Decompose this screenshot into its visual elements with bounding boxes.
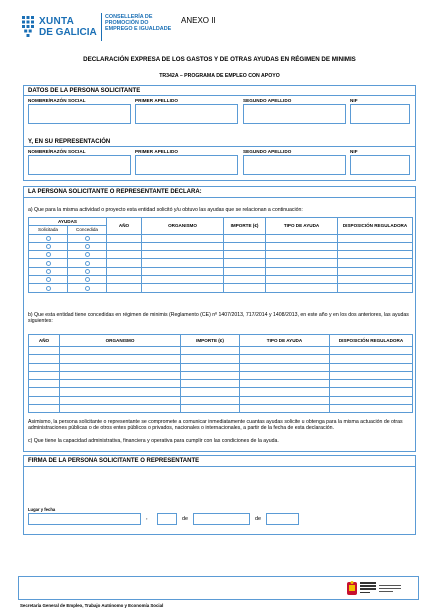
comma-separator: , <box>146 515 148 521</box>
applicant-heading: DATOS DE LA PERSONA SOLICITANTE <box>28 88 141 94</box>
table-row <box>29 363 413 371</box>
requested-radio[interactable] <box>46 269 51 274</box>
rep-name-field[interactable] <box>28 155 131 175</box>
place-date-label: Lugar y fecha <box>28 507 56 512</box>
aids-table-a <box>28 217 413 293</box>
table-row <box>29 276 413 284</box>
dept-line2: PROMOCIÓN DO <box>105 20 149 27</box>
requested-radio[interactable] <box>46 286 51 291</box>
granted-radio[interactable] <box>85 286 90 291</box>
col-requested: Solicitada <box>29 226 68 234</box>
declaration-item-c: c) Que tiene la capacidad administrativa, financiera y operativa para cumplir con las condiciones de la ayuda. <box>28 438 279 444</box>
table-row <box>29 284 413 292</box>
granted-radio[interactable] <box>85 236 90 241</box>
col-regulation: DISPOSICIÓN REGULADORA <box>338 218 413 235</box>
signature-heading-rule <box>23 466 416 467</box>
place-field[interactable] <box>28 513 141 525</box>
table-row <box>29 396 413 404</box>
b-col-amount: IMPORTE (€) <box>181 335 240 347</box>
b-col-organism: ORGANISMO <box>60 335 181 347</box>
table-row <box>29 259 413 267</box>
rep-surname1-field[interactable] <box>135 155 238 175</box>
table-row <box>29 371 413 379</box>
spain-coat-of-arms-icon <box>346 581 358 597</box>
declaration-item-b: b) Que esta entidad tiene concedidas en régimen de minimis (Reglamento (CE) nº 1407/2013, 717/2014 y 1408/2013, en este año y en los dos anteriores, las ayudas siguientes: <box>28 312 409 325</box>
applicant-surname2-label: SEGUNDO APELLIDO <box>243 98 292 103</box>
de-separator-1: de <box>182 516 188 522</box>
rep-surname1-label: PRIMER APELLIDO <box>135 149 178 154</box>
table-row <box>29 242 413 250</box>
requested-radio[interactable] <box>46 236 51 241</box>
table-row <box>29 355 413 363</box>
galicia-crest-icon <box>20 15 36 41</box>
month-field[interactable] <box>193 513 250 525</box>
table-row <box>29 347 413 355</box>
spain-government-logo <box>346 580 406 598</box>
spain-logo-lines-2 <box>379 585 401 592</box>
rep-name-label: NOMBRE/RAZÓN SOCIAL <box>28 149 86 154</box>
applicant-name-field[interactable] <box>28 104 131 124</box>
granted-radio[interactable] <box>85 244 90 249</box>
logo-divider <box>101 13 102 41</box>
applicant-surname1-field[interactable] <box>135 104 238 124</box>
table-row <box>29 251 413 259</box>
annex-label: ANEXO II <box>181 16 216 25</box>
rep-nif-label: NIF <box>350 149 358 154</box>
commitment-text: Asimismo, la persona solicitante o representante se compromete a comunicar inmediatamente cuantas ayudas solicite u obtenga para la misma actuación de otras administraciones públicas o de otros entes públicos o privados, nacionales o internacionales, a partir de la fecha de esta declaración. <box>28 419 403 432</box>
year-field[interactable] <box>266 513 299 525</box>
granted-radio[interactable] <box>85 269 90 274</box>
de-separator-2: de <box>255 516 261 522</box>
b-col-aid-type: TIPO DE AYUDA <box>240 335 330 347</box>
requested-radio[interactable] <box>46 244 51 249</box>
requested-radio[interactable] <box>46 277 51 282</box>
department-name <box>105 14 171 33</box>
spain-logo-lines <box>360 582 376 593</box>
col-granted: Concedida <box>68 226 107 234</box>
xunta-logo <box>20 13 100 45</box>
document-title: DECLARACIÓN EXPRESA DE LOS GASTOS Y DE OTRAS AYUDAS EN RÉGIMEN DE MINIMIS <box>83 56 356 63</box>
document-subtitle: TR342A – PROGRAMA DE EMPLEO CON APOYO <box>159 73 280 79</box>
declaration-item-a: a) Que para la misma actividad o proyecto esta entidad solicitó y/u obtuvo las ayudas que se relacionan a continuación: <box>28 207 303 213</box>
col-amount: IMPORTE (€) <box>224 218 266 235</box>
logo-text-line1: XUNTA <box>39 16 75 27</box>
table-row <box>29 405 413 413</box>
dept-line3: EMPREGO E IGUALDADE <box>105 26 172 33</box>
table-row <box>29 234 413 242</box>
minimis-table-b <box>28 334 413 413</box>
applicant-heading-rule <box>23 95 416 96</box>
granted-radio[interactable] <box>85 277 90 282</box>
rep-surname2-label: SEGUNDO APELLIDO <box>243 149 292 154</box>
aids-group-header: AYUDAS <box>29 218 107 226</box>
dept-line1: CONSELLERÍA DE <box>105 14 153 20</box>
applicant-nif-field[interactable] <box>350 104 410 124</box>
table-row <box>29 267 413 275</box>
col-organism: ORGANISMO <box>142 218 224 235</box>
granted-radio[interactable] <box>85 252 90 257</box>
requested-radio[interactable] <box>46 261 51 266</box>
col-year: AÑO <box>107 218 142 235</box>
signature-heading: FIRMA DE LA PERSONA SOLICITANTE O REPRESENTANTE <box>28 458 200 464</box>
declaration-heading-rule <box>23 197 416 198</box>
b-col-regulation: DISPOSICIÓN REGULADORA <box>330 335 413 347</box>
requested-radio[interactable] <box>46 252 51 257</box>
granted-radio[interactable] <box>85 261 90 266</box>
applicant-nif-label: NIF <box>350 98 358 103</box>
table-row <box>29 380 413 388</box>
footer-ministry-text: Secretaría General de Empleo, Trabajo Autónomo y Economía Social <box>20 603 164 608</box>
rep-surname2-field[interactable] <box>243 155 346 175</box>
logo-text-line2: DE GALICIA <box>39 27 97 38</box>
b-col-year: AÑO <box>29 335 60 347</box>
applicant-surname2-field[interactable] <box>243 104 346 124</box>
rep-nif-field[interactable] <box>350 155 410 175</box>
day-field[interactable] <box>157 513 177 525</box>
applicant-surname1-label: PRIMER APELLIDO <box>135 98 178 103</box>
representative-heading-rule <box>23 146 416 147</box>
col-aid-type: TIPO DE AYUDA <box>266 218 338 235</box>
table-row <box>29 388 413 396</box>
applicant-name-label: NOMBRE/RAZÓN SOCIAL <box>28 98 86 103</box>
representative-heading: Y, EN SU REPRESENTACIÓN <box>28 139 111 145</box>
declaration-heading: LA PERSONA SOLICITANTE O REPRESENTANTE DECLARA: <box>28 189 202 195</box>
